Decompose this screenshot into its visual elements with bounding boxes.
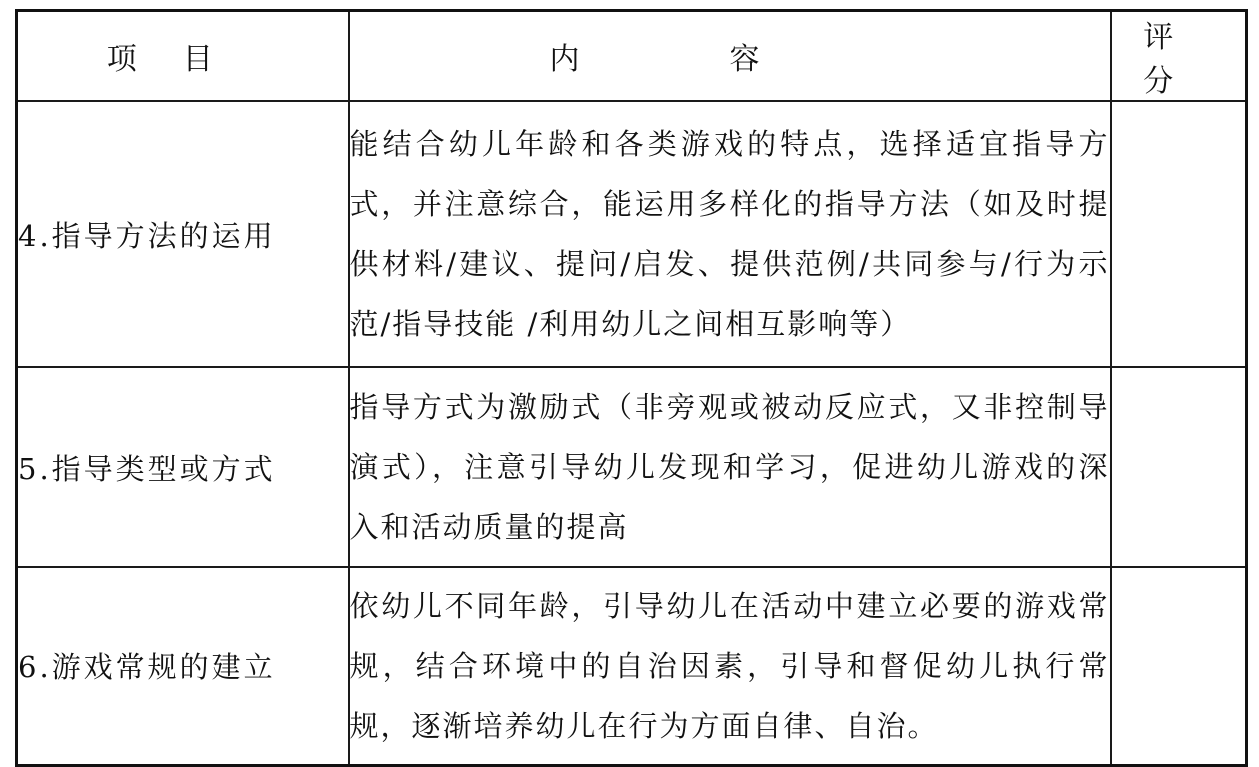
row-score-cell[interactable] (1111, 101, 1247, 367)
header-content: 内容 (349, 11, 1111, 102)
row-content-text: 指导方式为激励式（非旁观或被动反应式，又非控制导演式），注意引导幼儿发现和学习，促进幼儿游戏的深入和活动质量的提高 (349, 367, 1111, 567)
evaluation-table (15, 9, 1248, 767)
row-item-label: 4.指导方法的运用 (17, 101, 349, 367)
table-row (17, 101, 1247, 367)
header-score: 评分 (1111, 11, 1247, 102)
table-row (17, 567, 1247, 765)
row-content-text: 能结合幼儿年龄和各类游戏的特点，选择适宜指导方式，并注意综合，能运用多样化的指导方法（如及时提供材料/建议、提问/启发、提供范例/共同参与/行为示范/指导技能 /利用幼儿之间相互影响等） (349, 101, 1111, 367)
table-row (17, 367, 1247, 567)
row-content-text: 依幼儿不同年龄，引导幼儿在活动中建立必要的游戏常规，结合环境中的自治因素，引导和督促幼儿执行常规，逐渐培养幼儿在行为方面自律、自治。 (349, 567, 1111, 765)
row-score-cell[interactable] (1111, 367, 1247, 567)
row-item-label: 5.指导类型或方式 (17, 367, 349, 567)
header-item: 项目 (17, 11, 349, 102)
row-item-label: 6.游戏常规的建立 (17, 567, 349, 765)
row-score-cell[interactable] (1111, 567, 1247, 765)
table-header-row (17, 11, 1247, 102)
